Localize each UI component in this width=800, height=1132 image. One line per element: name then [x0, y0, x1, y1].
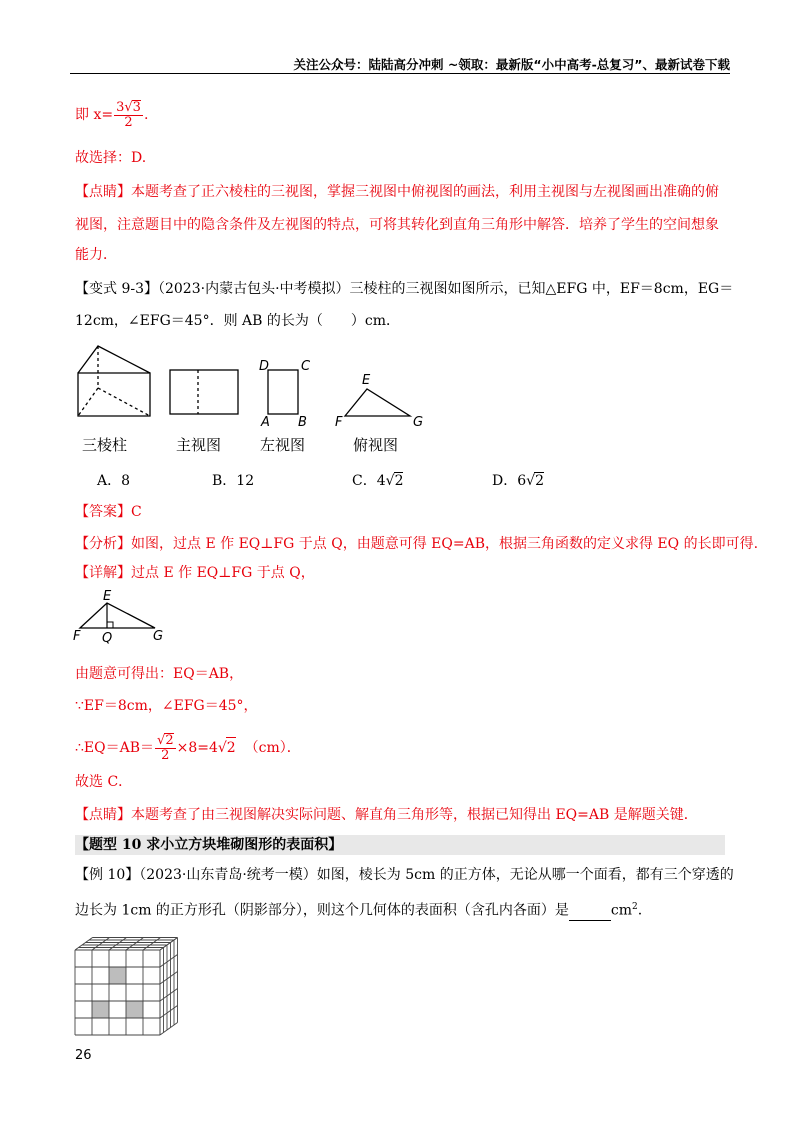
cube-grid-line [92, 938, 110, 951]
step3-prefix: ∴EQ＝AB＝ [75, 740, 155, 756]
step3-frac-radicand: 2 [165, 733, 174, 748]
fig2-label-e: E [103, 589, 112, 604]
comment2-line [75, 805, 698, 825]
caption-prism: 三棱柱 [82, 436, 128, 454]
option-c-label: C． [352, 473, 377, 489]
left-view-drawing [268, 370, 298, 414]
caption-top-view: 俯视图 [353, 436, 399, 454]
right-angle-mark [107, 622, 113, 628]
comment1-text1: 本题考查了正六棱柱的三视图，掌握三视图中俯视图的画法，利用主视图与左视图画出准确的俯 [131, 184, 719, 200]
analysis-line [75, 534, 758, 554]
top-view-triangle [345, 389, 410, 416]
label-e: E [362, 373, 371, 388]
option-b-label: B． [212, 473, 237, 489]
cube-grid-line [109, 938, 127, 951]
three-view-figure [70, 338, 440, 462]
example-suffix: . [637, 902, 643, 919]
step3-mid: ×8=4 [176, 740, 218, 756]
example-line2-text: 边长为 1cm 的正方形孔（阴影部分），则这个几何体的表面积（含孔内各面）是 [75, 902, 569, 919]
comment1-line1 [75, 182, 719, 202]
analysis-text: 如图，过点 E 作 EQ⊥FG 于点 Q，由题意可得 EQ=AB，根据三角函数的定义求得 EQ 的长即可得. [131, 536, 759, 552]
fig2-label-f: F [73, 629, 81, 644]
cube-grid-line [160, 1023, 178, 1036]
step4-line: 故选 C． [75, 774, 133, 790]
cube-hole [92, 1001, 109, 1018]
step1-line: 由题意可得出：EQ＝AB， [75, 666, 244, 682]
step3-line: ∴EQ＝AB＝ $\frac{√2}{2}$ ×8=4√2 （cm）． [75, 733, 301, 763]
example-line2 [75, 897, 642, 921]
detail-line [75, 563, 315, 583]
answer-blank[interactable] [569, 906, 611, 921]
label-b: B [298, 415, 307, 430]
label-g: G [413, 415, 424, 430]
cube-grid-line [160, 1006, 178, 1019]
answer-value: C [131, 504, 142, 520]
step3-fraction: $\frac{√2}{2}$ [157, 733, 174, 763]
header-rule [70, 73, 730, 74]
frac-den: 2 [124, 115, 133, 130]
option-b-value: 12 [236, 473, 255, 489]
step3-radicand: 2 [226, 737, 236, 758]
comment1-line3: 能力． [75, 247, 117, 263]
fig2-label-q: Q [102, 631, 113, 646]
solution-prefix: 即 x= [75, 107, 114, 123]
cube-grid-line [126, 938, 144, 951]
caption-main-view: 主视图 [176, 436, 222, 454]
frac-num-coef: 3 [116, 100, 125, 115]
step3-suffix: （cm）． [244, 740, 301, 756]
option-c: C．4√2 [352, 473, 404, 489]
choose-d-line: 故选择：D. [75, 150, 147, 166]
option-a-value: 8 [121, 473, 131, 489]
step2-line: ∵EF＝8cm，∠EFG＝45°， [75, 698, 258, 714]
page-number: 26 [75, 1048, 92, 1063]
frac-num-radicand: 3 [132, 100, 141, 115]
option-a [97, 470, 130, 490]
option-a-label: A． [97, 473, 122, 489]
comment2-text: 本题考查了由三视图解决实际问题、解直角三角形等，根据已知得出 EQ=AB 是解题关键． [131, 807, 698, 823]
cube-grid-line [75, 938, 93, 951]
example-unit: cm [610, 902, 633, 919]
main-view-drawing [170, 370, 238, 414]
option-d: D．6√2 [492, 473, 544, 489]
step3-frac-den: 2 [161, 748, 170, 763]
prism-drawing [78, 346, 150, 416]
cube-hole [109, 967, 126, 984]
option-c-radicand: 2 [394, 473, 404, 489]
solution-end-line [75, 100, 148, 130]
fig2-label-g: G [153, 629, 164, 644]
comment1-label: 【点睛】 [75, 184, 131, 200]
caption-left-view: 左视图 [260, 436, 306, 454]
option-d-coef: 6 [517, 473, 527, 489]
variant-line2: 12cm，∠EFG＝45°．则 AB 的长为（ ）cm． [75, 313, 401, 329]
option-b [212, 470, 254, 490]
cube-grid-line [160, 938, 178, 951]
comment2-label: 【点睛】 [75, 807, 131, 823]
option-c-coef: 4 [376, 473, 386, 489]
cube-grid-line [160, 955, 178, 968]
label-c: C [301, 359, 311, 374]
fraction-x: $\frac{3√3}{2}$ [116, 100, 141, 130]
solution-suffix: . [143, 107, 149, 123]
analysis-label: 【分析】 [75, 536, 131, 552]
label-f: F [335, 415, 343, 430]
label-d: D [259, 359, 270, 374]
option-d-radicand: 2 [535, 473, 544, 489]
detail-text: 过点 E 作 EQ⊥FG 于点 Q， [131, 565, 315, 581]
detail-label: 【详解】 [75, 565, 131, 581]
cube-hole [126, 1001, 143, 1018]
option-d-label: D． [492, 473, 518, 489]
answer-label: 【答案】 [75, 504, 131, 520]
variant-line1: 【变式 9-3】（2023·内蒙古包头·中考模拟）三棱柱的三视图如图所示，已知△EFG 中，EF＝8cm，EG＝ [75, 281, 734, 297]
example-unit-sup: 2 [632, 902, 638, 912]
efg-triangle [80, 603, 155, 628]
example-line1: 【例 10】（2023·山东青岛·统考一模）如图，棱长为 5cm 的正方体，无论从哪一个面看，都有三个穿透的 [75, 867, 734, 883]
page-header: 关注公众号：陆陆高分冲刺 ~领取：最新版“小中高考-总复习”、最新试卷下载 [293, 57, 730, 72]
cube-grid-line [160, 989, 178, 1002]
cube-grid-line [143, 938, 161, 951]
label-a: A [261, 415, 270, 430]
answer-line [75, 502, 142, 522]
comment1-line2: 视图，注意题目中的隐含条件及左视图的特点，可将其转化到直角三角形中解答．培养了学生的空间想象 [75, 217, 719, 233]
section-title: 【题型 10 求小立方块堆砌图形的表面积】 [75, 837, 343, 853]
cube-figure [70, 925, 190, 1040]
altitude-figure [70, 588, 180, 648]
section-title-box [75, 835, 725, 855]
cube-grid-line [160, 972, 178, 985]
